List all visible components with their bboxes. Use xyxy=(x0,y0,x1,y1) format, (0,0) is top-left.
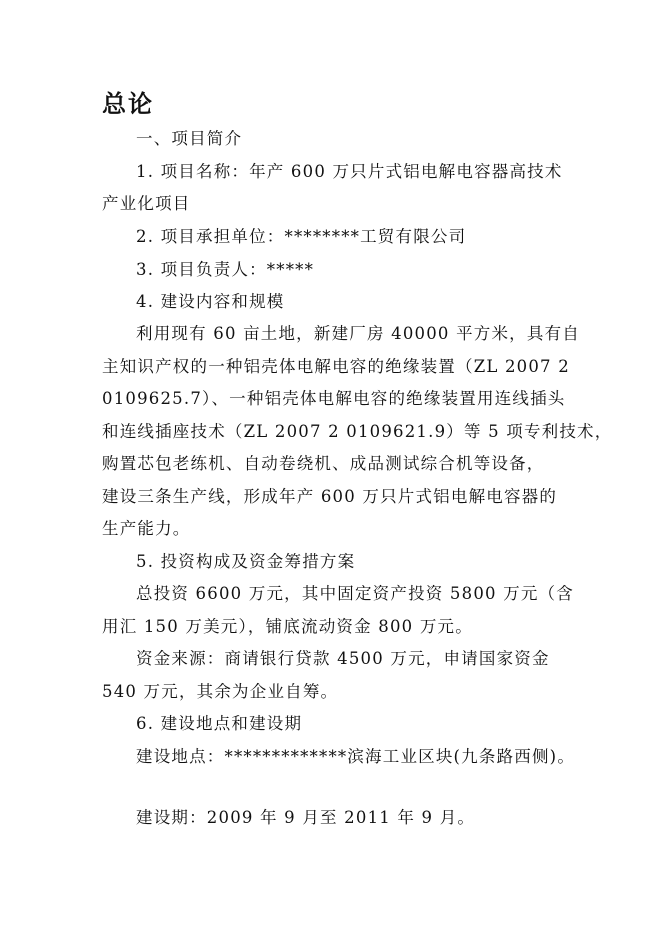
item5-para1-line: 用汇 150 万美元），铺底流动资金 800 万元。 xyxy=(102,617,473,636)
item6-heading: 6. 建设地点和建设期 xyxy=(136,714,303,733)
item5-para2-line: 资金来源：商请银行贷款 4500 万元，申请国家资金 xyxy=(136,649,550,668)
item4-para-line: 和连线插座技术（ZL 2007 2 0109621.9）等 5 项专利技术， xyxy=(102,422,613,441)
item4-para-line: 生产能力。 xyxy=(102,519,191,538)
section-heading: 一、项目简介 xyxy=(136,129,243,148)
item1-line1: 1. 项目名称：年产 600 万只片式铝电解电容器高技术 xyxy=(136,162,563,181)
item6-location: 建设地点：*************滨海工业区块(九条路西侧)。 xyxy=(136,747,576,766)
document-title: 总论 xyxy=(102,89,154,118)
item4-para-line: 利用现有 60 亩土地，新建厂房 40000 平方米，具有自 xyxy=(136,324,580,343)
item3-text: 3. 项目负责人：***** xyxy=(136,260,315,279)
item6-period: 建设期：2009 年 9 月至 2011 年 9 月。 xyxy=(136,808,476,827)
item1-line2: 产业化项目 xyxy=(102,194,191,213)
item5-heading: 5. 投资构成及资金筹措方案 xyxy=(136,552,356,571)
item4-para-line: 0109625.7）、一种铝壳体电解电容的绝缘装置用连线插头 xyxy=(102,389,566,408)
item5-para2-line: 540 万元，其余为企业自筹。 xyxy=(102,682,339,701)
item4-para-line: 建设三条生产线，形成年产 600 万只片式铝电解电容器的 xyxy=(102,487,558,506)
item4-heading: 4. 建设内容和规模 xyxy=(136,292,285,311)
item5-para1-line: 总投资 6600 万元，其中固定资产投资 5800 万元（含 xyxy=(136,584,574,603)
item2-text: 2. 项目承担单位：********工贸有限公司 xyxy=(136,227,467,246)
item4-para-line: 主知识产权的一种铝壳体电解电容的绝缘装置（ZL 2007 2 xyxy=(102,357,570,376)
item4-para-line: 购置芯包老练机、自动卷绕机、成品测试综合机等设备， xyxy=(102,454,545,473)
